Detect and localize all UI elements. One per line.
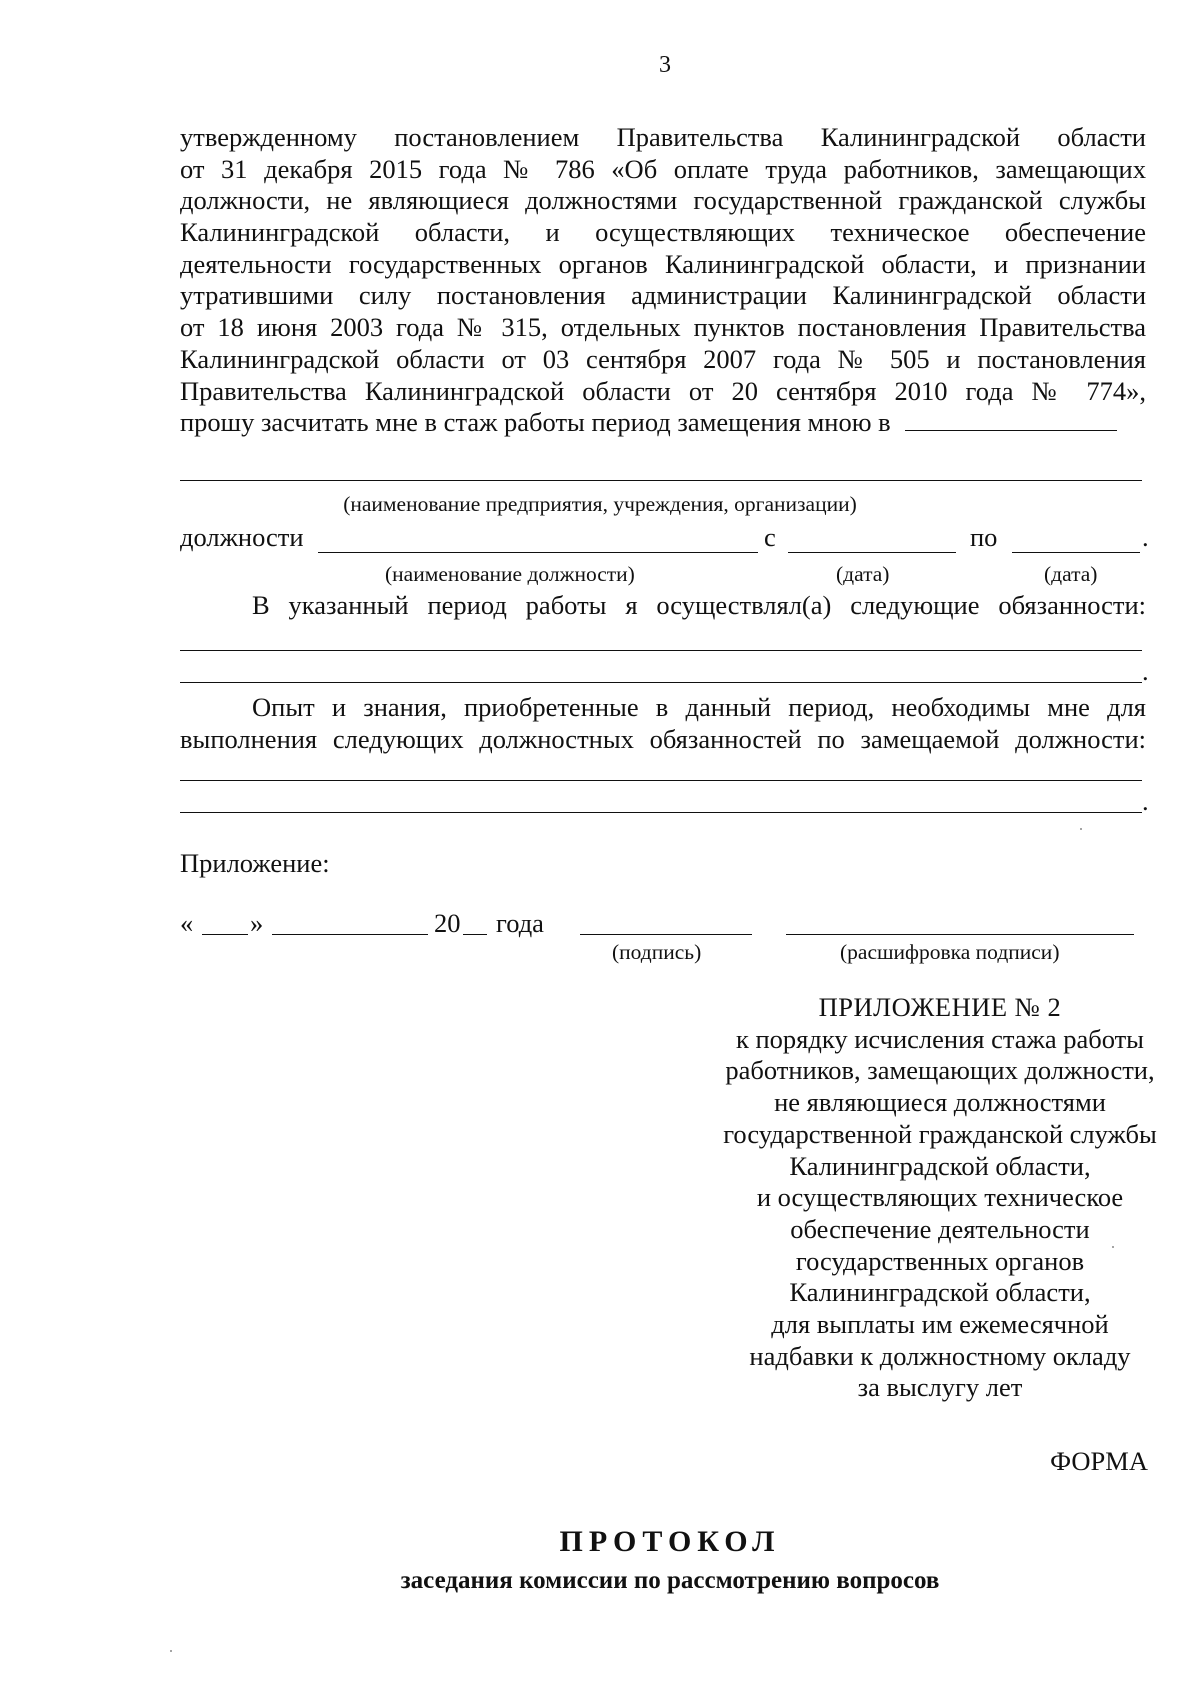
signature-decode-field[interactable] [786,934,1134,935]
appendix-line: не являющиеся должностями [774,1087,1106,1118]
body-line: утвержденному постановлением Правительства Калининградской области [180,122,1146,152]
year-field[interactable] [463,934,487,935]
month-field[interactable] [272,934,428,935]
signature-decode-caption: (расшифровка подписи) [840,940,1060,964]
appendix-line: к порядку исчисления стажа работы [736,1023,1144,1054]
appendix-heading: ПРИЛОЖЕНИЕ № 2 [818,992,1062,1022]
scan-speck [1080,828,1082,830]
scan-speck [170,1650,172,1652]
page-number: 3 [659,52,671,78]
date-open-quote: « [180,908,194,938]
body-line: деятельности государственных органов Калининградской области, и признании [180,248,1146,279]
date-from-caption: (дата) [836,562,890,586]
date-to-field[interactable] [1012,552,1140,553]
experience-text-2: выполнения следующих должностных обязанностей по замещаемой должности: [180,724,1146,754]
duties-field-2[interactable] [180,682,1142,683]
duties-dot: . [1142,656,1149,686]
experience-field-1[interactable] [180,780,1142,781]
appendix-line: обеспечение деятельности [790,1213,1090,1244]
signature-caption: (подпись) [612,940,702,964]
duties-text: В указанный период работы я осуществлял(а) следующие обязанности: [252,590,1146,620]
from-label: с [764,522,776,552]
appendix-line: государственных органов [795,1245,1085,1276]
attachment-label: Приложение: [180,848,330,878]
appendix-line: государственной гражданской службы [723,1118,1157,1149]
appendix-line: и осуществляющих техническое [756,1182,1124,1213]
date-from-field[interactable] [788,552,956,553]
organization-caption: (наименование предприятия, учреждения, организации) [343,492,857,516]
body-line: Калининградской области, и осуществляющих техническое обеспечение [180,217,1146,248]
to-label: по [970,522,998,552]
body-line: должности, не являющиеся должностями государственной гражданской службы [180,185,1146,216]
experience-text-1: Опыт и знания, приобретенные в данный период, необходимы мне для [252,692,1146,722]
position-label: должности [180,522,304,552]
organization-field-start[interactable] [905,430,1117,431]
scan-speck [1112,1246,1114,1248]
organization-field[interactable] [180,480,1142,481]
signature-field[interactable] [580,934,752,935]
day-field[interactable] [202,934,248,935]
body-line: от 18 июня 2003 года № 315, отдельных пунктов постановления Правительства [180,312,1146,343]
year-prefix: 20 [434,908,461,938]
body-line: Правительства Калининградской области от 20 сентября 2010 года № 774», [180,375,1146,406]
date-to-caption: (дата) [1044,562,1098,586]
body-line: утратившими силу постановления администрации Калининградской области [180,280,1146,311]
protocol-title: ПРОТОКОЛ [559,1525,781,1558]
year-suffix: года [496,908,544,938]
position-field[interactable] [318,552,758,553]
appendix-line: Калининградской области, [789,1150,1091,1181]
form-label: ФОРМА [1050,1446,1148,1476]
body-line: Калининградской области от 03 сентября 2007 года № 505 и постановления [180,343,1146,374]
appendix-block [660,992,1200,1404]
position-caption: (наименование должности) [385,562,635,586]
protocol-subtitle: заседания комиссии по рассмотрению вопросов [400,1567,940,1594]
body-line: от 31 декабря 2015 года № 786 «Об оплате труда работников, замещающих [180,153,1146,184]
statement-paragraph [180,122,1146,439]
period-request-text: прошу засчитать мне в стаж работы период замещения мною в [180,407,891,438]
period-request-line [180,407,1146,439]
appendix-line: надбавки к должностному окладу [749,1340,1131,1371]
appendix-line: работников, замещающих должности, [725,1055,1155,1086]
appendix-line: для выплаты им ежемесячной [771,1309,1109,1340]
experience-field-2[interactable] [180,812,1142,813]
duties-field-1[interactable] [180,650,1142,651]
appendix-line: Калининградской области, [789,1277,1091,1308]
date-close-quote: » [250,908,264,938]
appendix-line: за выслугу лет [857,1372,1023,1403]
period-dot: . [1142,522,1149,552]
experience-dot: . [1142,786,1149,816]
